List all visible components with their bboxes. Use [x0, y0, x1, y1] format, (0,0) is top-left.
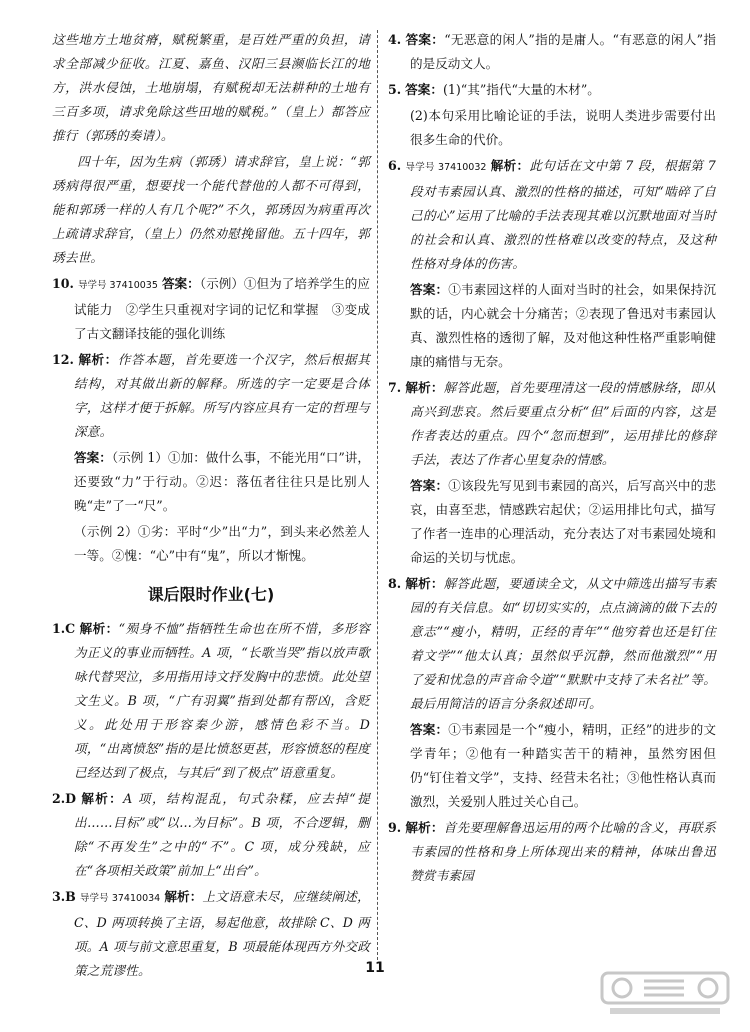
question-4-answer-label: 答案： [405, 32, 445, 47]
question-6-answer: ①韦素园这样的人面对当时的社会，如果保持沉默的话，内心就会十分痛苦；②表现了鲁迅对韦素园认真、激烈性格的透彻了解，及对他这种性格严重影响健康的痛惜与无奈。 [410, 282, 717, 369]
question-7 [388, 376, 716, 472]
question-1 [52, 617, 370, 785]
translation-paragraph-2: 四十年，因为生病（郭琇）请求辞官，皇上说：“郭琇病得很严重，想要找一个能代替他的人都不可得到，能和郭琇一样的人有几个呢?”不久，郭琇因为病重再次上疏请求辞官，（皇上）仍然劝慰挽留他。五十四年，郭琇去世。 [52, 154, 370, 265]
question-6-number: 6. [388, 158, 402, 173]
page-number: 11 [365, 960, 385, 976]
question-2-number: 2.D [52, 791, 77, 806]
question-10-answer: （示例）①但为了培养学生的应试能力 ②学生只重视对字词的记忆和掌握 ③变成了古文翻译技能的强化训练 [74, 276, 371, 341]
question-12-answer-label: 答案： [74, 450, 112, 465]
question-5 [388, 78, 716, 102]
left-column [52, 28, 370, 985]
question-2-analysis: A 项，结构混乱，句式杂糅，应去掉“提出……目标”或“以…为目标”。B 项，不合逻辑，删除“不再发生”之中的“不”。C 项，成分残缺，应在“各项相关政策”前加上“出台”。 [74, 791, 370, 878]
question-10 [52, 272, 370, 346]
question-12-answer-2: （示例 2）①劣：平时“少”出“力”，到头来必然差人一等。②愧：“心”中有“鬼”，所以才惭愧。 [74, 524, 370, 563]
question-8-answer-block [388, 718, 716, 814]
right-column [388, 28, 716, 890]
question-5-answer-label: 答案： [405, 82, 443, 97]
question-7-answer: ①该段先写见到韦素园的高兴，后写高兴中的悲哀，由喜至悲，情感跌宕起伏；②运用排比句式，描写了作者一连串的心理活动，充分表达了对韦素园处境和命运的关切与忧虑。 [410, 478, 717, 565]
question-3-tag: 导学号 37410034 [79, 893, 161, 904]
question-9-analysis-label: 解析： [405, 820, 444, 835]
question-4 [388, 28, 716, 76]
question-9-analysis: 首先要理解鲁迅运用的两个比喻的含义，再联系韦素园的性格和身上所体现出来的精神，体味出鲁迅赞赏韦素园 [410, 820, 716, 883]
question-10-answer-label: 答案： [161, 276, 200, 291]
question-2-analysis-label: 解析： [81, 791, 124, 806]
question-3-analysis: 上文语意未尽，应继续阐述，C、D 两项转换了主语，易起他意，故排除 C、D 两项。A 项与前文意思重复，B 项最能体现西方外交政策之荒谬性。 [74, 889, 370, 978]
question-7-answer-label: 答案： [410, 478, 449, 493]
question-9-number: 9. [388, 820, 402, 835]
question-7-answer-block [388, 474, 716, 570]
question-12-answer-1: （示例 1）①加：做什么事，不能光用“口”讲，还要致“力”于行动。②迟：落伍者往往只是比别人晚“走”了一“尺”。 [74, 450, 371, 513]
question-12-analysis-label: 解析： [78, 352, 118, 367]
question-8-answer-label: 答案： [410, 722, 449, 737]
question-2 [52, 787, 370, 883]
watermark-logo-icon [600, 969, 730, 1024]
question-7-number: 7. [388, 380, 402, 395]
question-4-number: 4. [388, 32, 402, 47]
question-12 [52, 348, 370, 444]
question-7-analysis-label: 解析： [405, 380, 444, 395]
translation-paragraph-1: 这些地方土地贫瘠，赋税繁重，是百姓严重的负担，请求全部减少征收。江夏、嘉鱼、汉阳三县濒临长江的地方，洪水侵蚀，土地崩塌，有赋税却无法耕种的土地有三百多项，请求免除这些田地的赋税。”（皇上）都答应推行（郭琇的奏请）。 [52, 32, 370, 143]
question-12-analysis: 作答本题，首先要选一个汉字，然后根据其结构，对其做出新的解释。所选的字一定要是合体字，这样才便于拆解。所写内容应具有一定的哲理与深意。 [74, 352, 370, 439]
question-1-analysis-label: 解析： [79, 621, 119, 636]
question-5-answer-2: (2)本句采用比喻论证的手法，说明人类进步需要付出很多生命的代价。 [410, 108, 716, 147]
question-5-number: 5. [388, 82, 402, 97]
question-12-answer-block [52, 446, 370, 518]
question-9 [388, 816, 716, 888]
question-3-analysis-label: 解析： [164, 889, 203, 904]
question-3-number: 3.B [52, 889, 76, 904]
question-8-analysis-label: 解析： [405, 576, 444, 591]
question-12-number: 12. [52, 352, 74, 367]
question-7-analysis: 解答此题，首先要理清这一段的情感脉络，即从高兴到悲哀。然后要重点分析“但”后面的内容，这是作者表达的重点。四个“忽而想到”，运用排比的修辞手法，表达了作者心里复杂的情感。 [410, 380, 716, 467]
question-8-analysis: 解答此题，要通读全文，从文中筛选出描写韦素园的有关信息。如“切切实实的，点点滴滴的做下去的意志”“瘦小，精明，正经的青年”“他穷着也还是钉住着文学”“他太认真；虽然似乎沉静，然而他激烈”“用了爱和忧急的声音命令道”“默默中支持了未名社”等。最后用简洁的语言分条叙述即可。 [410, 576, 716, 711]
question-10-tag: 导学号 37410035 [77, 280, 158, 291]
question-6 [388, 154, 716, 276]
column-divider [377, 30, 378, 960]
question-1-analysis: “殒身不恤”指牺牲生命也在所不惜，多形容为正义的事业而牺牲。A 项，“长歌当哭”指以放声歌咏代替哭泣，多用指用诗文抒发胸中的悲愤。此处望文生义。B 项，“广有羽翼”指到处都有帮凶，含贬义。此处用于形容秦少游，感情色彩不当。D 项，“出离愤怒”指的是比愤怒更甚，形容愤怒的程度已经达到了极点，与其后“到了极点”语意重复。 [74, 621, 370, 780]
question-6-answer-label: 答案： [410, 282, 449, 297]
section-title: 课后限时作业(七) [147, 585, 275, 604]
question-10-number: 10. [52, 276, 74, 291]
question-6-analysis: 此句话在文中第 7 段，根据第 7 段对韦素园认真、激烈的性格的描述，可知“啮碎了自己的心”运用了比喻的手法表现其难以沉默地面对当时的社会和认真、激烈的性格难以改变的特点，及这种性格对身体的伤害。 [410, 158, 716, 271]
question-8-number: 8. [388, 576, 402, 591]
question-6-answer-block [388, 278, 716, 374]
question-6-analysis-label: 解析： [490, 158, 530, 173]
question-6-tag: 导学号 37410032 [405, 162, 487, 173]
question-5-answer-1: (1)“其”指代“大量的木材”。 [442, 82, 600, 97]
question-1-number: 1.C [52, 621, 76, 636]
question-8-answer: ①韦素园是一个“瘦小，精明，正经”的进步的文学青年；②他有一种踏实苦干的精神，虽然穷困但仍“钉住着文学”，支持、经营未名社；③他性格认真而激烈，关爱别人胜过关心自己。 [410, 722, 716, 809]
question-8 [388, 572, 716, 716]
question-4-answer: “无恶意的闲人”指的是庸人。“有恶意的闲人”指的是反动文人。 [410, 32, 716, 71]
